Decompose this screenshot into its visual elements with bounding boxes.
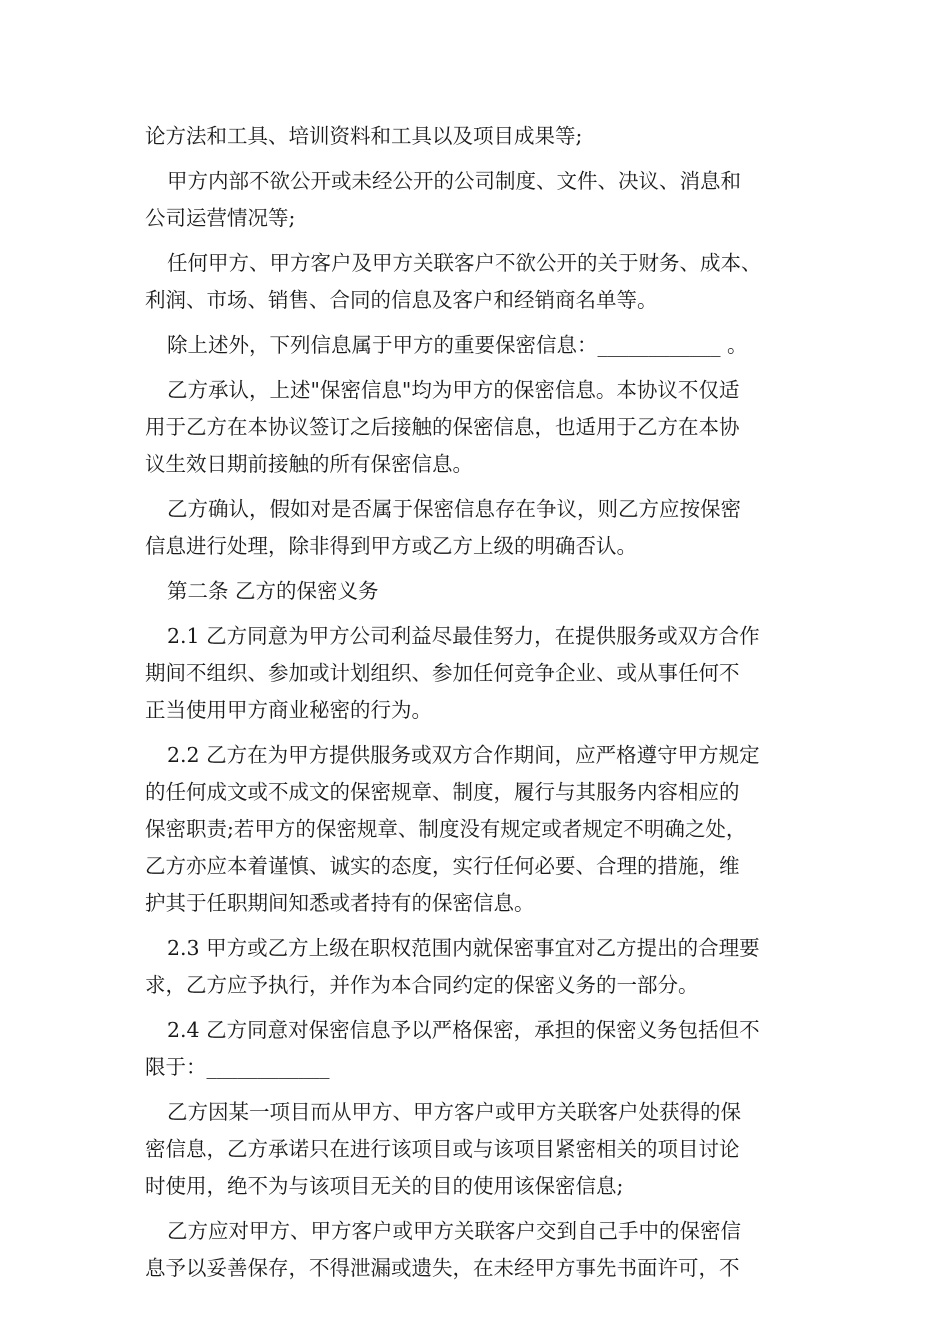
paragraph bbox=[145, 118, 813, 155]
text-line: 任何甲方、甲方客户及甲方关联客户不欲公开的关于财务、成本、 bbox=[167, 251, 762, 275]
text-line: 2.2 乙方在为甲方提供服务或双方合作期间，应严格遵守甲方规定 bbox=[167, 743, 760, 767]
text-line: 论方法和工具、培训资料和工具以及项目成果等; bbox=[145, 124, 583, 148]
text-line: 甲方内部不欲公开或未经公开的公司制度、文件、决议、消息和 bbox=[167, 169, 741, 193]
text-line: 限于：____________ bbox=[145, 1055, 330, 1079]
text-line: 求，乙方应予执行，并作为本合同约定的保密义务的一部分。 bbox=[145, 973, 699, 997]
text-line: 用于乙方在本协议签订之后接触的保密信息，也适用于乙方在本协 bbox=[145, 415, 740, 439]
text-line: 密信息，乙方承诺只在进行该项目或与该项目紧密相关的项目讨论 bbox=[145, 1137, 740, 1161]
text-line: 乙方因某一项目而从甲方、甲方客户或甲方关联客户处获得的保 bbox=[167, 1100, 741, 1124]
paragraph bbox=[145, 737, 813, 922]
paragraph bbox=[145, 327, 813, 364]
text-line: 护其于任职期间知悉或者持有的保密信息。 bbox=[145, 891, 535, 915]
text-line: 正当使用甲方商业秘密的行为。 bbox=[145, 698, 432, 722]
paragraph bbox=[145, 491, 813, 565]
text-line: 除上述外，下列信息属于甲方的重要保密信息：____________ 。 bbox=[167, 333, 748, 357]
text-line: 信息进行处理，除非得到甲方或乙方上级的明确否认。 bbox=[145, 534, 637, 558]
text-line: 2.1 乙方同意为甲方公司利益尽最佳努力，在提供服务或双方合作 bbox=[167, 624, 760, 648]
text-line: 乙方应对甲方、甲方客户或甲方关联客户交到自己手中的保密信 bbox=[167, 1219, 741, 1243]
text-line: 保密职责;若甲方的保密规章、制度没有规定或者规定不明确之处， bbox=[145, 817, 747, 841]
text-line: 第二条 乙方的保密义务 bbox=[167, 579, 379, 603]
paragraph bbox=[145, 930, 813, 1004]
text-line: 议生效日期前接触的所有保密信息。 bbox=[145, 452, 473, 476]
text-line: 息予以妥善保存，不得泄漏或遗失，在未经甲方事先书面许可，不 bbox=[145, 1256, 740, 1280]
text-line: 期间不组织、参加或计划组织、参加任何竞争企业、或从事任何不 bbox=[145, 661, 740, 685]
paragraph bbox=[145, 1213, 813, 1287]
document-body bbox=[145, 118, 813, 1295]
text-line: 时使用，绝不为与该项目无关的目的使用该保密信息; bbox=[145, 1174, 624, 1198]
text-line: 2.3 甲方或乙方上级在职权范围内就保密事宜对乙方提出的合理要 bbox=[167, 936, 760, 960]
text-line: 利润、市场、销售、合同的信息及客户和经销商名单等。 bbox=[145, 288, 658, 312]
text-line: 乙方亦应本着谨慎、诚实的态度，实行任何必要、合理的措施，维 bbox=[145, 854, 740, 878]
paragraph bbox=[145, 245, 813, 319]
paragraph bbox=[145, 1094, 813, 1205]
text-line: 乙方确认，假如对是否属于保密信息存在争议，则乙方应按保密 bbox=[167, 497, 741, 521]
text-line: 乙方承认，上述"保密信息"均为甲方的保密信息。本协议不仅适 bbox=[167, 378, 740, 402]
paragraph bbox=[145, 618, 813, 729]
paragraph bbox=[145, 573, 813, 610]
paragraph bbox=[145, 163, 813, 237]
text-line: 公司运营情况等; bbox=[145, 206, 296, 230]
text-line: 2.4 乙方同意对保密信息予以严格保密，承担的保密义务包括但不 bbox=[167, 1018, 760, 1042]
paragraph bbox=[145, 1012, 813, 1086]
text-line: 的任何成文或不成文的保密规章、制度，履行与其服务内容相应的 bbox=[145, 780, 740, 804]
paragraph bbox=[145, 372, 813, 483]
